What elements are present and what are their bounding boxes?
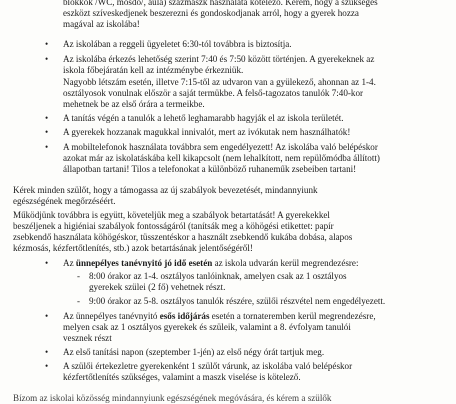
text-line: kézfertőtlenítés szükséges, valamint a maszk viselése is kötelező. bbox=[63, 372, 301, 382]
paragraph-line-cutoff: Bízom az iskolai közösség mindannyiunk egészségének megóvására, és kérem a szülők bbox=[13, 393, 332, 403]
bullet-icon: • bbox=[45, 258, 49, 268]
text-line: melyen csak az 1 osztályos gyerekek és szüleik, valamint a 8. évfolyam tanulói bbox=[63, 322, 351, 332]
text-line: A mobiltelefonok használata továbbra sem engedélyezett! Az iskolába való belépéskor bbox=[63, 142, 378, 152]
text-line: magával az iskolába! bbox=[63, 19, 140, 29]
dash-icon: - bbox=[77, 296, 80, 306]
text-line: A gyerekek hozzanak magukkal innivalót, mert az ivókutak nem használhatók! bbox=[63, 127, 351, 137]
bullet-icon: • bbox=[45, 127, 49, 137]
text-line: Az iskolában a reggeli ügyeletet 6:30-tól továbbra is biztosítja. bbox=[63, 39, 292, 49]
text-line bbox=[63, 311, 376, 322]
paragraph-line: kézmosás, kézfertőtlenítés, stb.) azok betartásának jelentőségéről! bbox=[13, 243, 253, 253]
text-line: állapotban tartani! Tilos a telefonokat a különböző ruhaneműk zsebeiben tartani! bbox=[63, 164, 357, 174]
text-span: esetén a tornateremben kerül megrendezésre, bbox=[209, 311, 376, 321]
text-line: osztályosok vonulnak először a saját termükbe. A felső-tagozatos tanulók 7:40-kor bbox=[63, 88, 364, 98]
bold-span: esős időjárás bbox=[159, 311, 210, 321]
paragraph-line: zsebkendő használata köhögéskor, tüsszentéskor a használt zsebkendő kukába dobása, alapos bbox=[13, 232, 353, 242]
text-line: Az első tanítási napon (szeptember 1-jén) az első négy órát tartjuk meg. bbox=[63, 347, 325, 357]
text-line: vesznek részt bbox=[63, 333, 112, 343]
paragraph-line: Kérek minden szülőt, hogy a támogassa az új szabályok bevezetését, mindannyiunk bbox=[13, 185, 318, 195]
bullet-icon: • bbox=[45, 347, 49, 357]
text-line: A tanítás végén a tanulók a lehető leghamarabb hagyják el az iskola területét. bbox=[63, 113, 344, 123]
text-line: 9:00 órakor az 5-8. osztályos tanulók részére, szülői részvétel nem engedélyezett. bbox=[89, 296, 386, 306]
text-line: eszközt szíveskedjenek beszerezni és gondoskodjanak arról, hogy a gyerek hozza bbox=[63, 8, 359, 18]
text-span: Az ünnepélyes tanévnyitó bbox=[63, 311, 160, 321]
text-span: az iskola udvarán kerül megrendezésre: bbox=[212, 258, 359, 268]
bullet-icon: • bbox=[45, 54, 49, 64]
text-line: 8:00 órakor az 1-4. osztályos tanlóinknak, amelyen csak az 1 osztályos bbox=[89, 271, 347, 281]
text-line: mehetnek be az első órára a termeikbe. bbox=[63, 99, 205, 109]
bullet-icon: • bbox=[45, 142, 49, 152]
bold-span: ünnepélyes tanévnyitó jó idő esetén bbox=[75, 258, 213, 268]
text-span: Az bbox=[63, 258, 76, 268]
bullet-icon: • bbox=[45, 361, 49, 371]
dash-icon: - bbox=[77, 271, 80, 281]
text-line: A szülői értekezletre gyerekenként 1 szülőt várunk, az iskolába való belépéskor bbox=[63, 361, 353, 371]
bullet-icon: • bbox=[45, 113, 49, 123]
bullet-icon: • bbox=[45, 311, 49, 321]
paragraph-line: Működjünk továbbra is együtt, követeljük meg a szabályok betartatását! A gyerekekkel bbox=[13, 210, 330, 220]
text-line: Az iskolába érkezés lehetőség szerint 7:40 és 7:50 között történjen. A gyerekeknek az bbox=[63, 54, 375, 64]
bullet-icon: • bbox=[45, 39, 49, 49]
text-line: iskola főbejáratán kell az intézménybe érkezniük. bbox=[63, 65, 244, 75]
paragraph-line: beszéljenek a higiéniai szabályok fontosságáról (tanítsák meg a köhögési etikettet: papír bbox=[13, 221, 334, 231]
text-line: azokat már az iskolatáskába kell kikapcsolt (nem lehalkított, nem repülőmódba állított) bbox=[63, 153, 380, 163]
paragraph-line: egészségének megőrzéséért. bbox=[13, 196, 116, 206]
text-line: gyerekek szülei (2 fő) vehetnek részt. bbox=[89, 282, 226, 292]
text-line bbox=[63, 258, 359, 269]
text-line: Nagyobb létszám esetén, illetve 7:15-től az udvaron van a gyülekező, ahonnan az 1-4. bbox=[63, 77, 376, 87]
text-line: blokkok /WC, mosdó/, aula) százmaszk használata kötelező. Kérem, hogy a szükséges bbox=[63, 0, 378, 7]
